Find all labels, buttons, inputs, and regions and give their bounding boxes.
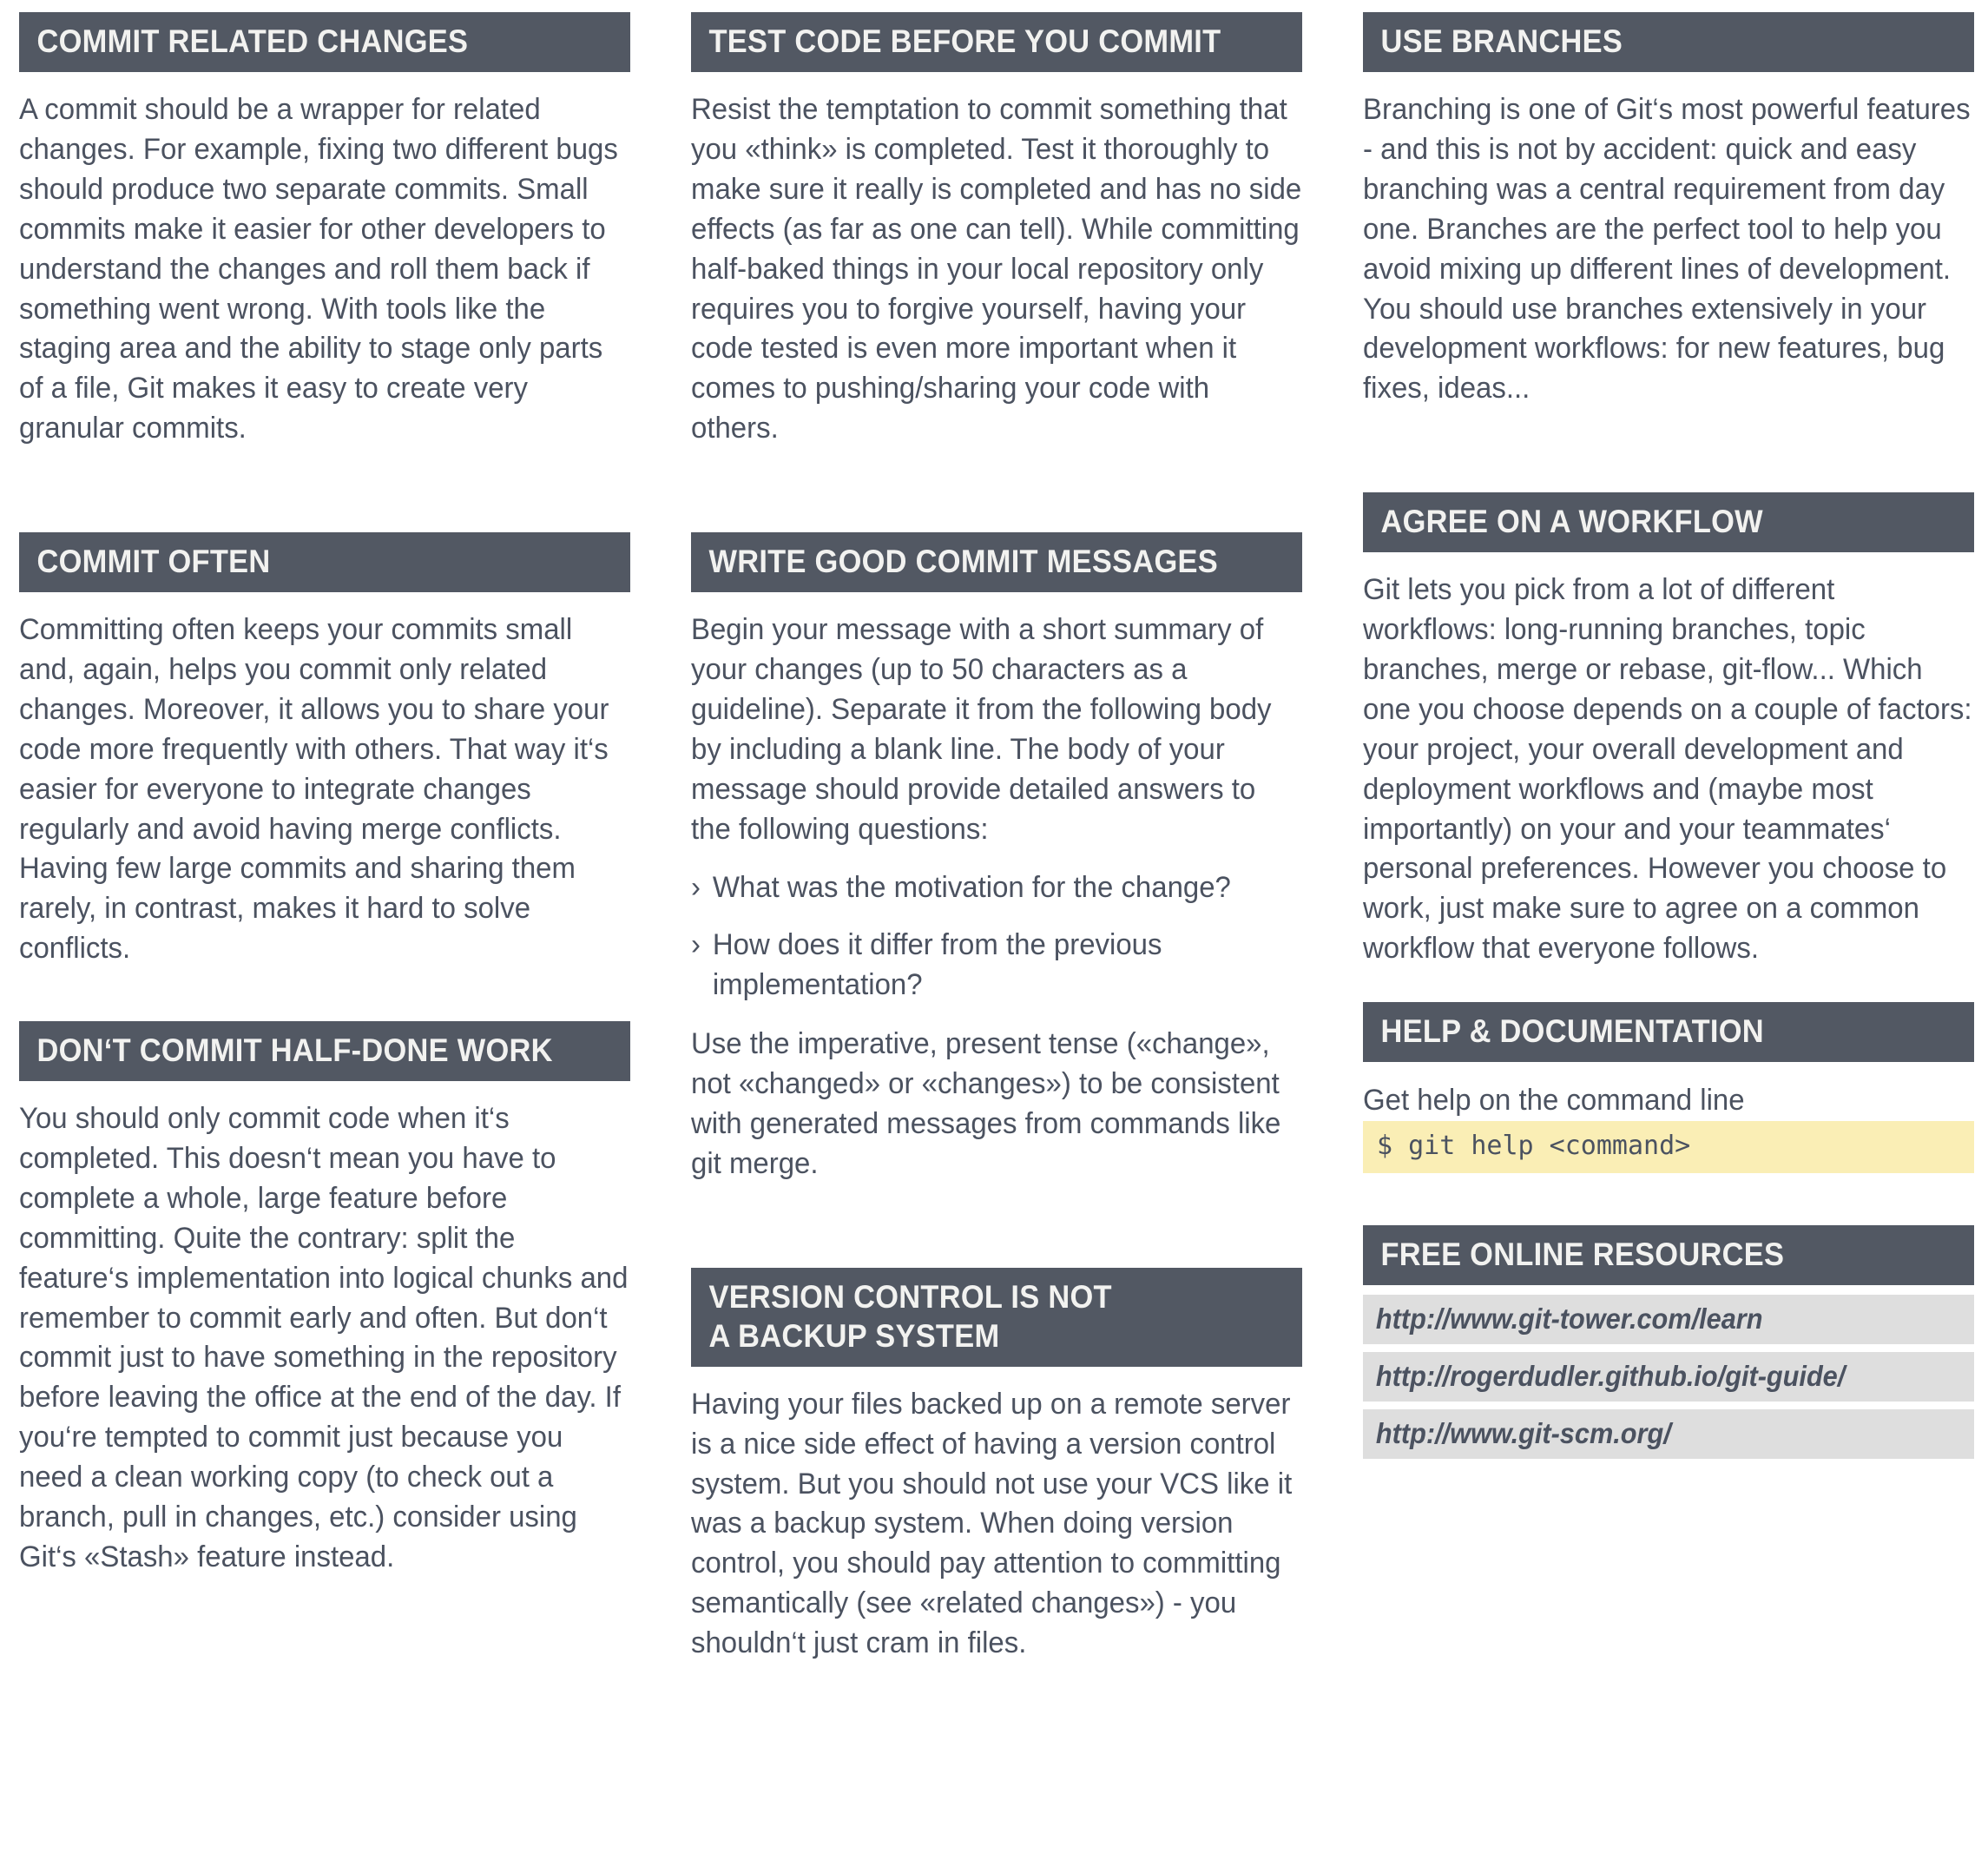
section-paragraph: Begin your message with a short summary of your changes (up to 50 characters as a guideline). Separate it from the following body by including a blank line. The body of your message should provide detailed answers to the following questions: [691,613,1272,846]
column-1 [19,12,630,1860]
spacer [691,449,1302,532]
section-heading [1363,12,1974,72]
chevron-right-icon: › [691,928,701,962]
command-line-snippet[interactable]: $ git help <command> [1363,1121,1974,1173]
spacer [1363,1173,1974,1225]
section-commit-related-changes [19,12,630,449]
spacer [1363,409,1974,492]
help-intro-text: Get help on the command line [1363,1084,1745,1118]
section-heading-line: HELP & DOCUMENTATION [1380,1013,1764,1049]
section-heading [691,1268,1302,1367]
section-heading [1363,1225,1974,1285]
section-heading [1363,492,1974,552]
section-help-and-documentation [1363,1002,1974,1173]
resource-link[interactable]: http://rogerdudler.github.io/git-guide/ [1363,1352,1974,1402]
section-heading-line: DON‘T COMMIT HALF-DONE WORK [36,1032,553,1068]
section-paragraph: Committing often keeps your commits small and, again, helps you commit only related changes. Moreover, it allows you to share your code more frequently with others. That way it‘s easier for everyone to integrate changes regularly and avoid having merge conflicts. Having few large commits and sharing them rarely, in contrast, makes it hard to solve conflicts. [19,613,609,966]
column-3 [1363,12,1974,1860]
section-paragraph: Having your files backed up on a remote server is a nice side effect of having a version control system. But you should not use your VCS like it was a backup system. When doing version control, you should pay attention to committing semantically (see «related changes») - you shouldn‘t just cram in files. [691,1387,1293,1659]
list-item [691,868,1302,908]
section-heading-line: COMMIT OFTEN [36,544,271,579]
section-paragraph: Resist the temptation to commit something that you «think» is completed. Test it thoroughly to make sure it really is completed and has no side effects (as far as one can tell). While committing half-baked things in your local repository only requires you to forgive yourself, having your code tested is even more important when it comes to pushing/sharing your code with others. [691,93,1302,445]
section-use-branches [1363,12,1974,409]
chevron-right-icon: › [691,871,701,905]
section-paragraph: You should only commit code when it‘s completed. This doesn‘t mean you have to complete a whole, large feature before committing. Quite the contrary: split the feature‘s implementation into logical chunks and remember to commit early and often. But don‘t commit just to have something in the repository before leaving the office at the end of the day. If you‘re tempted to commit just because you need a clean working copy (to check out a branch, pull in changes, etc.) consider using Git‘s «Stash» feature instead. [19,1102,629,1573]
section-commit-often [19,532,630,969]
section-heading-line: A BACKUP SYSTEM [708,1317,1000,1354]
section-paragraph: A commit should be a wrapper for related changes. For example, fixing two different bugs should produce two separate commits. Small commits make it easier for other developers to understand the changes and roll them back if something went wrong. With tools like the staging area and the ability to stage only parts of a file, Git makes it easy to create very granular commits. [19,93,618,445]
spacer [691,1184,1302,1268]
section-test-code-before-you-commit [691,12,1302,449]
section-paragraph-after: Use the imperative, present tense («change», not «changed» or «changes») to be consistent with generated messages from commands like git merge. [691,1027,1281,1180]
section-heading-line: AGREE ON A WORKFLOW [1380,504,1763,540]
section-heading [1363,1002,1974,1062]
section-heading [691,12,1302,72]
section-heading [19,532,630,592]
section-heading [19,12,630,72]
section-paragraph: Git lets you pick from a lot of different workflows: long-running branches, topic branches, merge or rebase, git-flow... Which one you choose depends on a couple of factors: your project, your overall development and deployment workflows and (maybe most importantly) on your and your teammates‘ personal preferences. However you choose to work, just make sure to agree on a common workflow that everyone follows. [1363,573,1972,966]
resource-link-list [1363,1295,1974,1459]
list-item [691,926,1302,1006]
list-item-label: What was the motivation for the change? [712,871,1231,905]
spacer [19,969,630,1021]
resource-link[interactable]: http://www.git-scm.org/ [1363,1409,1974,1459]
section-heading [19,1021,630,1081]
section-write-good-commit-messages [691,532,1302,1184]
section-dont-commit-half-done-work [19,1021,630,1578]
column-2 [691,12,1302,1860]
section-heading-line: VERSION CONTROL IS NOT [708,1278,1112,1315]
section-heading-line: WRITE GOOD COMMIT MESSAGES [708,544,1218,579]
resource-link[interactable]: http://www.git-tower.com/learn [1363,1295,1974,1344]
section-heading-line: FREE ONLINE RESOURCES [1380,1237,1785,1272]
section-version-control-is-not-a-backup-system [691,1268,1302,1664]
spacer [19,449,630,532]
section-heading [691,532,1302,592]
section-free-online-resources [1363,1225,1974,1459]
question-list [691,868,1302,1006]
list-item-label: How does it differ from the previous implementation? [712,928,1162,1002]
section-heading-line: TEST CODE BEFORE YOU COMMIT [708,23,1221,59]
section-heading-line: COMMIT RELATED CHANGES [36,23,469,59]
section-agree-on-a-workflow [1363,492,1974,969]
section-heading-line: USE BRANCHES [1380,23,1623,59]
spacer [1363,969,1974,1002]
section-paragraph: Branching is one of Git‘s most powerful features - and this is not by accident: quick and easy branching was a central requirement from day one. Branches are the perfect tool to help you avoid mixing up different lines of development. You should use branches extensively in your development workflows: for new features, bug fixes, ideas... [1363,93,1971,406]
